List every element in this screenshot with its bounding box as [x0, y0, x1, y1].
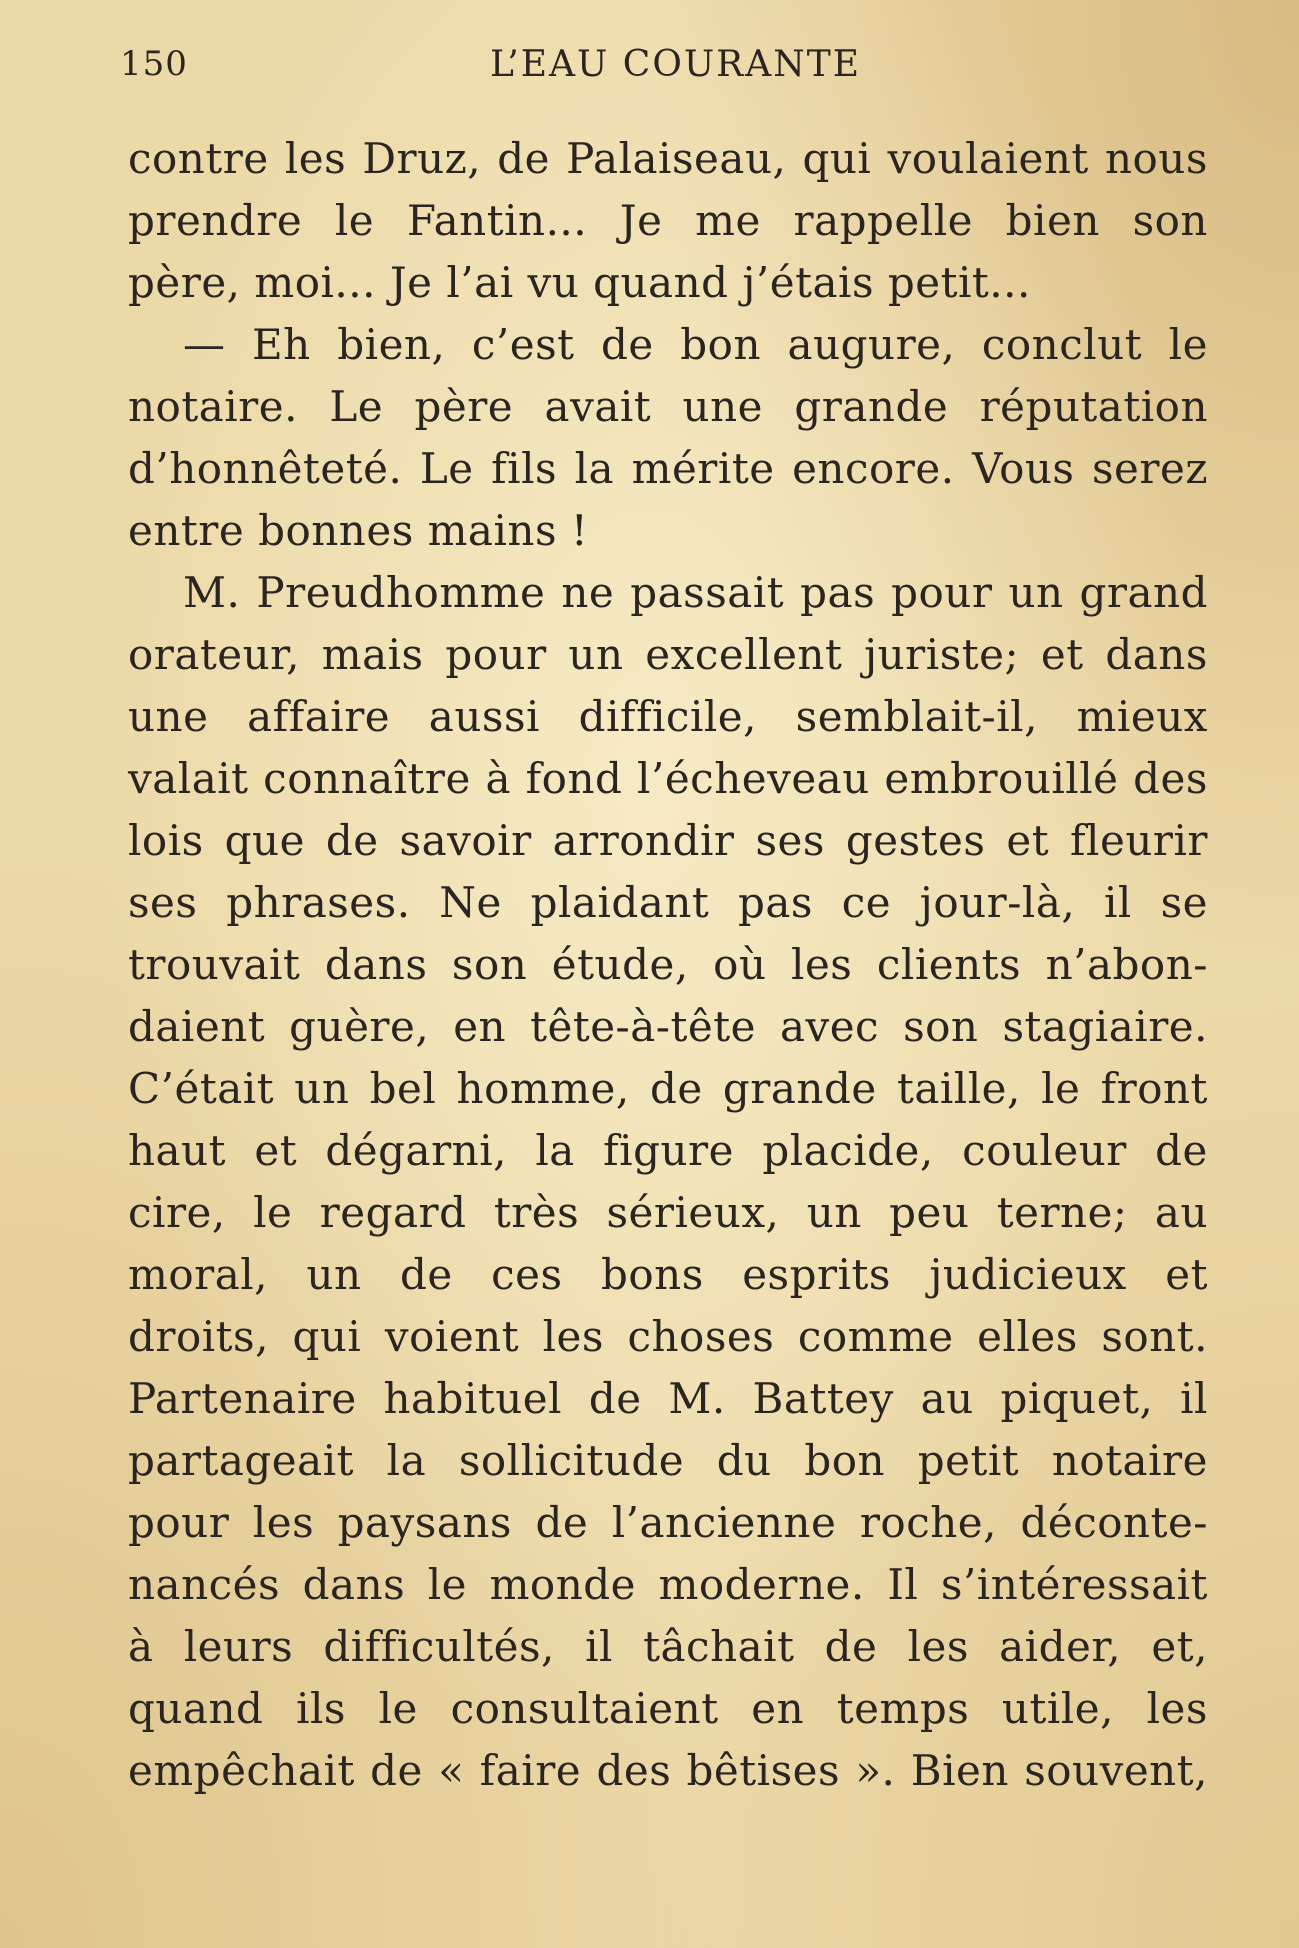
text-line: cire, le regard très sérieux, un peu terne; au: [128, 1188, 1208, 1237]
text-line: une affaire aussi difficile, semblait-il, mieux: [128, 692, 1208, 741]
text-line: haut et dégarni, la figure placide, couleur de: [128, 1126, 1208, 1175]
text-line: — Eh bien, c’est de bon augure, conclut le: [183, 320, 1208, 369]
text-line: ses phrases. Ne plaidant pas ce jour-là, il se: [128, 878, 1208, 927]
page-header: [120, 44, 1220, 94]
text-line: père, moi... Je l’ai vu quand j’étais petit...: [128, 258, 1031, 307]
page-number: 150: [120, 44, 188, 84]
text-line: Partenaire habituel de M. Battey au piquet, il: [128, 1374, 1208, 1423]
text-line: moral, un de ces bons esprits judicieux et: [128, 1250, 1208, 1299]
text-line: orateur, mais pour un excellent juriste; et dans: [128, 630, 1208, 679]
text-line: lois que de savoir arrondir ses gestes et fleurir: [128, 816, 1208, 865]
text-line: quand ils le consultaient en temps utile, les: [128, 1684, 1208, 1733]
text-line: à leurs difficultés, il tâchait de les aider, et,: [128, 1622, 1208, 1671]
body-text: [128, 128, 1208, 1802]
text-line: valait connaître à fond l’écheveau embrouillé des: [128, 754, 1208, 803]
text-line: contre les Druz, de Palaiseau, qui voulaient nous: [128, 134, 1208, 183]
text-line: notaire. Le père avait une grande réputation: [128, 382, 1208, 431]
text-line: empêchait de « faire des bêtises ». Bien souvent,: [128, 1746, 1208, 1795]
text-line: prendre le Fantin... Je me rappelle bien son: [128, 196, 1208, 245]
text-line: droits, qui voient les choses comme elles sont.: [128, 1312, 1208, 1361]
text-line: d’honnêteté. Le fils la mérite encore. Vous serez: [128, 444, 1208, 493]
running-title: L’EAU COURANTE: [490, 44, 862, 85]
text-line: entre bonnes mains !: [128, 506, 589, 555]
text-line: daient guère, en tête-à-tête avec son stagiaire.: [128, 1002, 1208, 1051]
text-line: C’était un bel homme, de grande taille, le front: [128, 1064, 1208, 1113]
text-line: trouvait dans son étude, où les clients n’abon-: [128, 940, 1208, 989]
text-line: M. Preudhomme ne passait pas pour un grand: [183, 568, 1208, 617]
text-line: pour les paysans de l’ancienne roche, déconte-: [128, 1498, 1208, 1547]
text-line: nancés dans le monde moderne. Il s’intéressait: [128, 1560, 1208, 1609]
text-line: partageait la sollicitude du bon petit notaire: [128, 1436, 1208, 1485]
